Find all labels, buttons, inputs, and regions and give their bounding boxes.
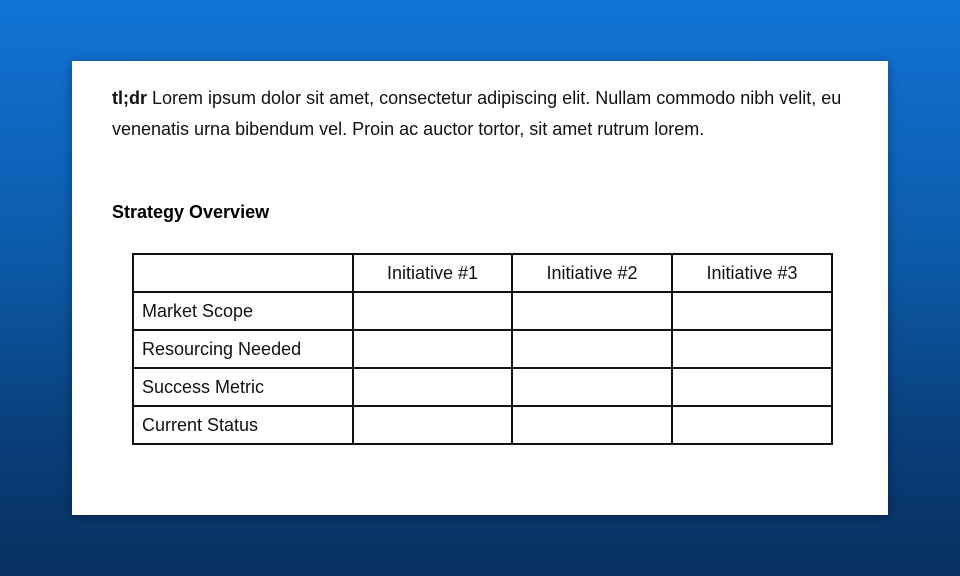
table-cell (353, 406, 512, 444)
table-cell (512, 292, 672, 330)
row-label: Current Status (133, 406, 353, 444)
column-header: Initiative #2 (512, 254, 672, 292)
row-label: Success Metric (133, 368, 353, 406)
table-cell (512, 330, 672, 368)
intro-text: Lorem ipsum dolor sit amet, consectetur adipiscing elit. Nullam commodo nibh velit, eu venenatis urna bibendum vel. Proin ac auctor tortor, sit amet rutrum lorem. (112, 88, 842, 139)
table-row (133, 368, 832, 406)
row-label: Market Scope (133, 292, 353, 330)
table-row (133, 406, 832, 444)
table-header-row (133, 254, 832, 292)
table-cell (672, 330, 832, 368)
table-cell (672, 368, 832, 406)
table-cell (353, 330, 512, 368)
table-row (133, 330, 832, 368)
section-heading: Strategy Overview (112, 202, 270, 222)
column-header: Initiative #1 (353, 254, 512, 292)
table-cell (353, 292, 512, 330)
intro-paragraph (112, 83, 852, 145)
strategy-table (132, 253, 833, 445)
document-card (72, 61, 888, 515)
table-cell (512, 406, 672, 444)
column-header: Initiative #3 (672, 254, 832, 292)
table-cell (672, 292, 832, 330)
row-label: Resourcing Needed (133, 330, 353, 368)
table-corner-cell (133, 254, 353, 292)
intro-lead: tl;dr (112, 88, 147, 108)
table-cell (672, 406, 832, 444)
table-cell (353, 368, 512, 406)
table-row (133, 292, 832, 330)
table-cell (512, 368, 672, 406)
